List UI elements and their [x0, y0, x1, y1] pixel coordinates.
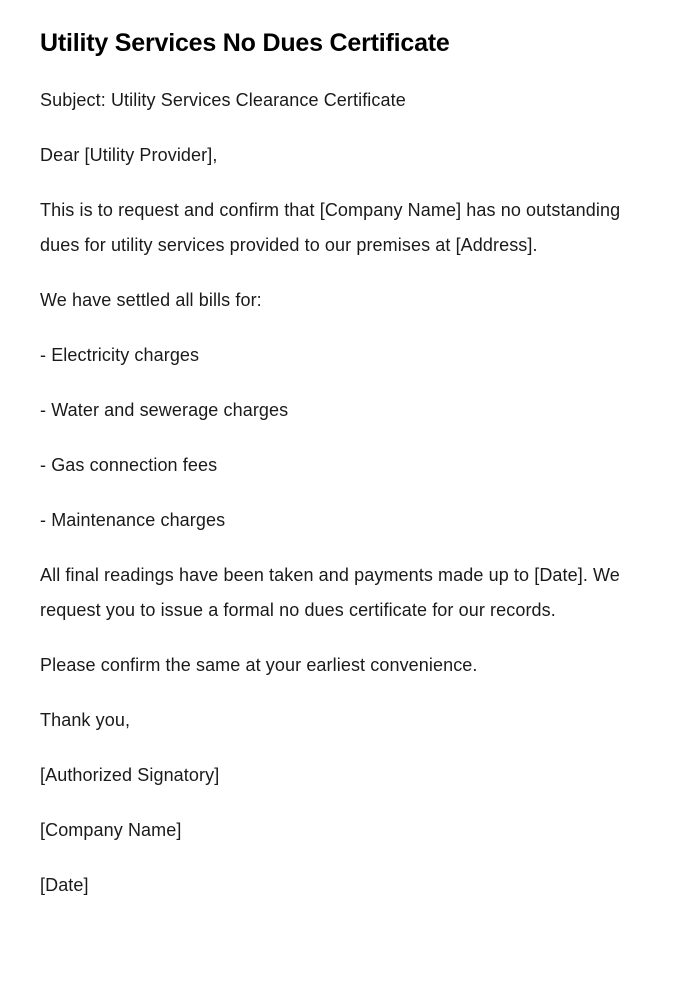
company-name-placeholder: [Company Name] [40, 820, 182, 840]
bills-intro: We have settled all bills for: [40, 290, 262, 310]
bill-item-water: - Water and sewerage charges [40, 400, 289, 420]
subject-line: Subject: Utility Services Clearance Certificate [40, 90, 406, 110]
signatory-placeholder: [Authorized Signatory] [40, 765, 220, 785]
closing-thank-you: Thank you, [40, 710, 131, 730]
bill-item-electricity: - Electricity charges [40, 345, 200, 365]
date-placeholder: [Date] [40, 875, 89, 895]
bill-item-maintenance: - Maintenance charges [40, 510, 226, 530]
readings-paragraph: All final readings have been taken and payments made up to [Date]. We request you to issue a formal no dues certificate for our records. [40, 565, 620, 620]
paragraph-list [40, 83, 645, 903]
confirmation-request: Please confirm the same at your earliest convenience. [40, 655, 478, 675]
document-title: Utility Services No Dues Certificate [40, 29, 450, 57]
salutation: Dear [Utility Provider], [40, 145, 218, 165]
bill-item-gas: - Gas connection fees [40, 455, 218, 475]
request-paragraph: This is to request and confirm that [Company Name] has no outstanding dues for utility services provided to our premises at [Address]. [40, 200, 621, 255]
